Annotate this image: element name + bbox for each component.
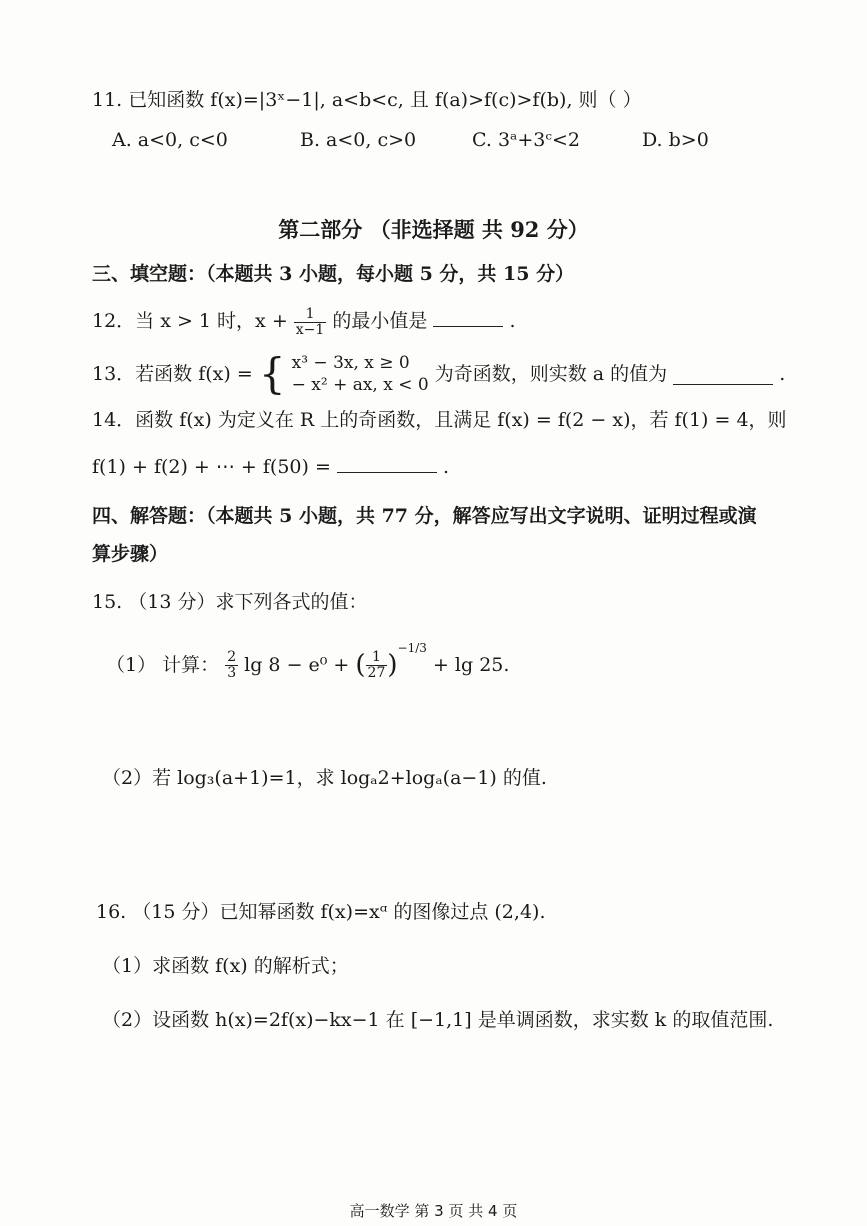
q15-p1-paren-close: ) [387,650,398,680]
q13-cases [292,352,429,396]
q15-p1-f1-den: 3 [227,664,237,681]
q15-p1-paren-open: ( [355,650,366,680]
question-16-stem: 16. （15 分）已知幂函数 f(x)=xᵅ 的图像过点 (2,4). [96,901,546,923]
q12-prefix: 12．当 x > 1 时，x + [92,310,288,332]
q14-answer-blank[interactable] [337,452,437,473]
q11-option-a: A. a<0, c<0 [112,129,228,151]
q15-p1-fraction-1 [225,650,238,681]
q15-p1-mid: lg 8 − e⁰ + [244,654,350,676]
q15-p1-fraction-2 [366,650,388,681]
question-11-stem: 11. 已知函数 f(x)=|3ˣ−1|, a<b<c, 且 f(a)>f(c)>f(b), 则（ ） [92,89,642,111]
q15-p1-end: + lg 25. [432,654,510,676]
question-12 [92,306,516,338]
question-16-part-1: （1）求函数 f(x) 的解析式； [102,955,349,977]
q12-frac-num: 1 [294,307,327,323]
q15-p1-exponent: −1/3 [397,641,427,655]
q11-option-b: B. a<0, c>0 [300,129,417,151]
q14-end: . [442,456,450,478]
q15-p1-f2-den: 27 [367,664,386,681]
q12-fraction [294,307,327,338]
q13-end: . [779,363,786,385]
q14-sum-expression: f(1) + f(2) + ⋯ + f(50) = [92,456,331,478]
q15-p1-label: （1） 计算： [106,654,220,676]
q13-brace: { [258,349,286,398]
q12-end: . [509,310,516,332]
section-4-header-line-1: 四、解答题：（本题共 5 小题，共 77 分，解答应写出文字说明、证明过程或演 [92,505,757,527]
question-15-part-2: （2）若 log₃(a+1)=1，求 logₐ2+logₐ(a−1) 的值. [102,767,547,789]
section-4-header-line-2: 算步骤） [92,543,169,565]
section-3-header: 三、填空题：（本题共 3 小题，每小题 5 分，共 15 分） [92,263,575,285]
question-14-line-1: 14．函数 f(x) 为定义在 R 上的奇函数，且满足 f(x) = f(2 − x)，若 f(1) = 4，则 [92,409,787,431]
question-16-part-2: （2）设函数 h(x)=2f(x)−kx−1 在 [−1,1] 是单调函数，求实数 k 的取值范围. [102,1009,774,1031]
part-two-title: 第二部分 （非选择题 共 92 分） [278,217,589,242]
q13-fx: f(x) = [198,363,253,385]
q13-suffix: 为奇函数，则实数 a 的值为 [434,363,668,385]
q12-frac-den: x−1 [295,321,325,338]
question-14-line-2 [92,452,449,481]
q11-option-d: D. b>0 [642,129,709,151]
q13-prefix: 13．若函数 [92,363,193,385]
q13-case-1: x³ − 3x, x ≥ 0 [291,353,410,373]
q15-p1-f2-num: 1 [366,650,388,666]
question-15-stem: 15. （13 分）求下列各式的值： [92,591,368,613]
q13-answer-blank[interactable] [673,364,773,385]
q15-p1-f1-num: 2 [227,648,237,665]
q12-suffix: 的最小值是 [332,310,428,332]
q12-answer-blank[interactable] [433,306,503,327]
q11-option-c: C. 3ᵃ+3ᶜ<2 [472,129,580,151]
question-15-part-1 [106,634,510,681]
question-13 [92,349,786,398]
page-footer: 高一数学 第 3 页 共 4 页 [349,1202,518,1220]
q13-case-2: − x² + ax, x < 0 [291,375,429,395]
